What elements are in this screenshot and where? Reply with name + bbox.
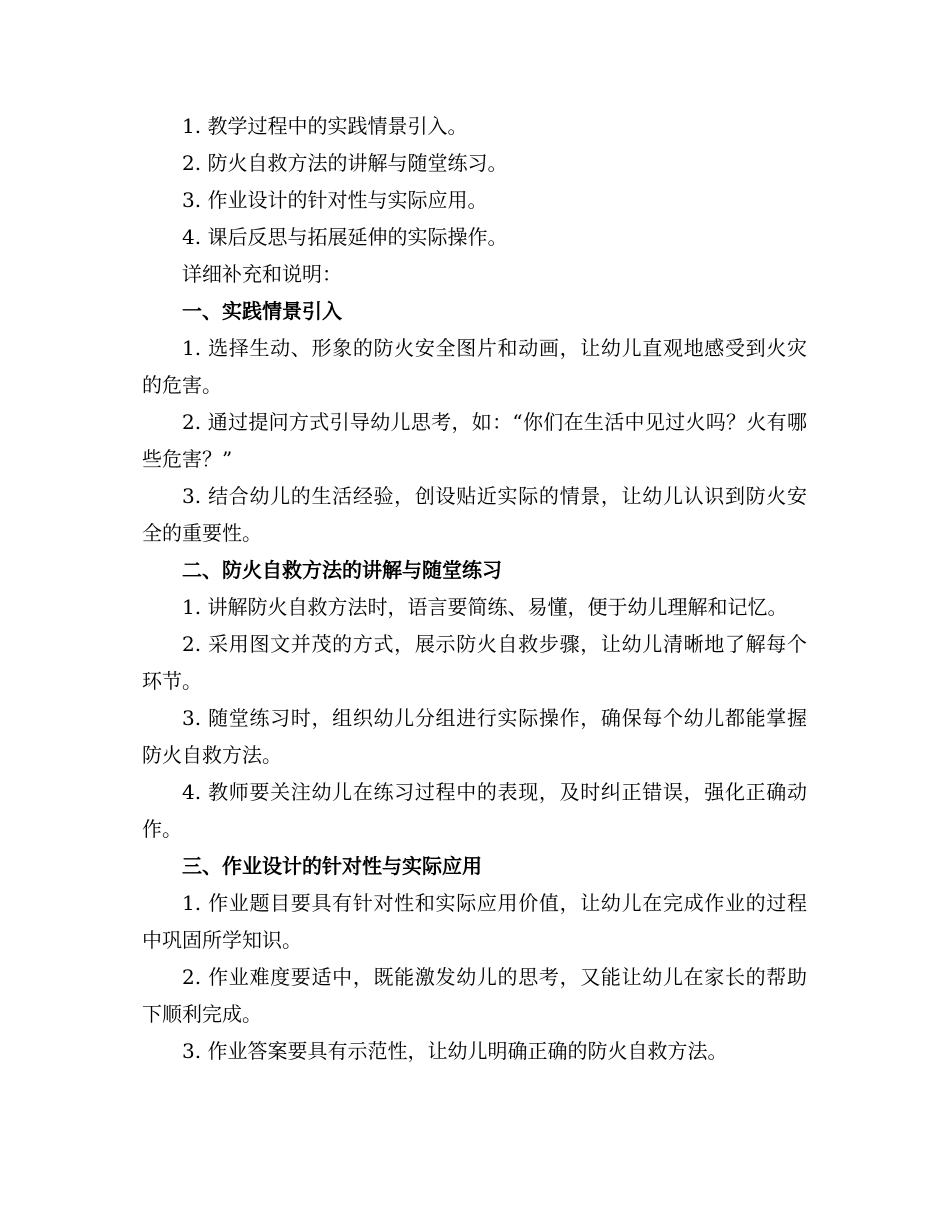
section-heading: 一、实践情景引入 <box>182 299 342 323</box>
list-item: 1. 选择生动、形象的防火安全图片和动画，让幼儿直观地感受到火灾的危害。 <box>142 336 807 397</box>
list-item: 1. 教学过程中的实践情景引入。 <box>182 114 468 138</box>
list-item: 4. 教师要关注幼儿在练习过程中的表现，及时纠正错误，强化正确动作。 <box>142 780 807 841</box>
list-item: 3. 作业答案要具有示范性，让幼儿明确正确的防火自救方法。 <box>182 1039 728 1063</box>
intro-text: 详细补充和说明： <box>182 262 342 286</box>
list-item: 1. 作业题目要具有针对性和实际应用价值，让幼儿在完成作业的过程中巩固所学知识。 <box>142 891 807 952</box>
section-heading: 二、防火自救方法的讲解与随堂练习 <box>182 558 502 582</box>
list-item: 1. 讲解防火自救方法时，语言要简练、易懂，便于幼儿理解和记忆。 <box>182 595 788 619</box>
list-item: 3. 作业设计的针对性与实际应用。 <box>182 188 488 212</box>
list-item: 2. 采用图文并茂的方式，展示防火自救步骤，让幼儿清晰地了解每个环节。 <box>142 632 807 693</box>
list-item: 2. 防火自救方法的讲解与随堂练习。 <box>182 151 508 175</box>
list-item: 3. 随堂练习时，组织幼儿分组进行实际操作，确保每个幼儿都能掌握防火自救方法。 <box>142 706 807 767</box>
list-item: 2. 作业难度要适中，既能激发幼儿的思考，又能让幼儿在家长的帮助下顺利完成。 <box>142 965 807 1026</box>
list-item: 2. 通过提问方式引导幼儿思考，如：“你们在生活中见过火吗？火有哪些危害？” <box>142 410 807 471</box>
section-heading: 三、作业设计的针对性与实际应用 <box>182 854 482 878</box>
list-item: 4. 课后反思与拓展延伸的实际操作。 <box>182 225 508 249</box>
list-item: 3. 结合幼儿的生活经验，创设贴近实际的情景，让幼儿认识到防火安全的重要性。 <box>142 484 807 545</box>
document-body <box>142 108 807 1070</box>
